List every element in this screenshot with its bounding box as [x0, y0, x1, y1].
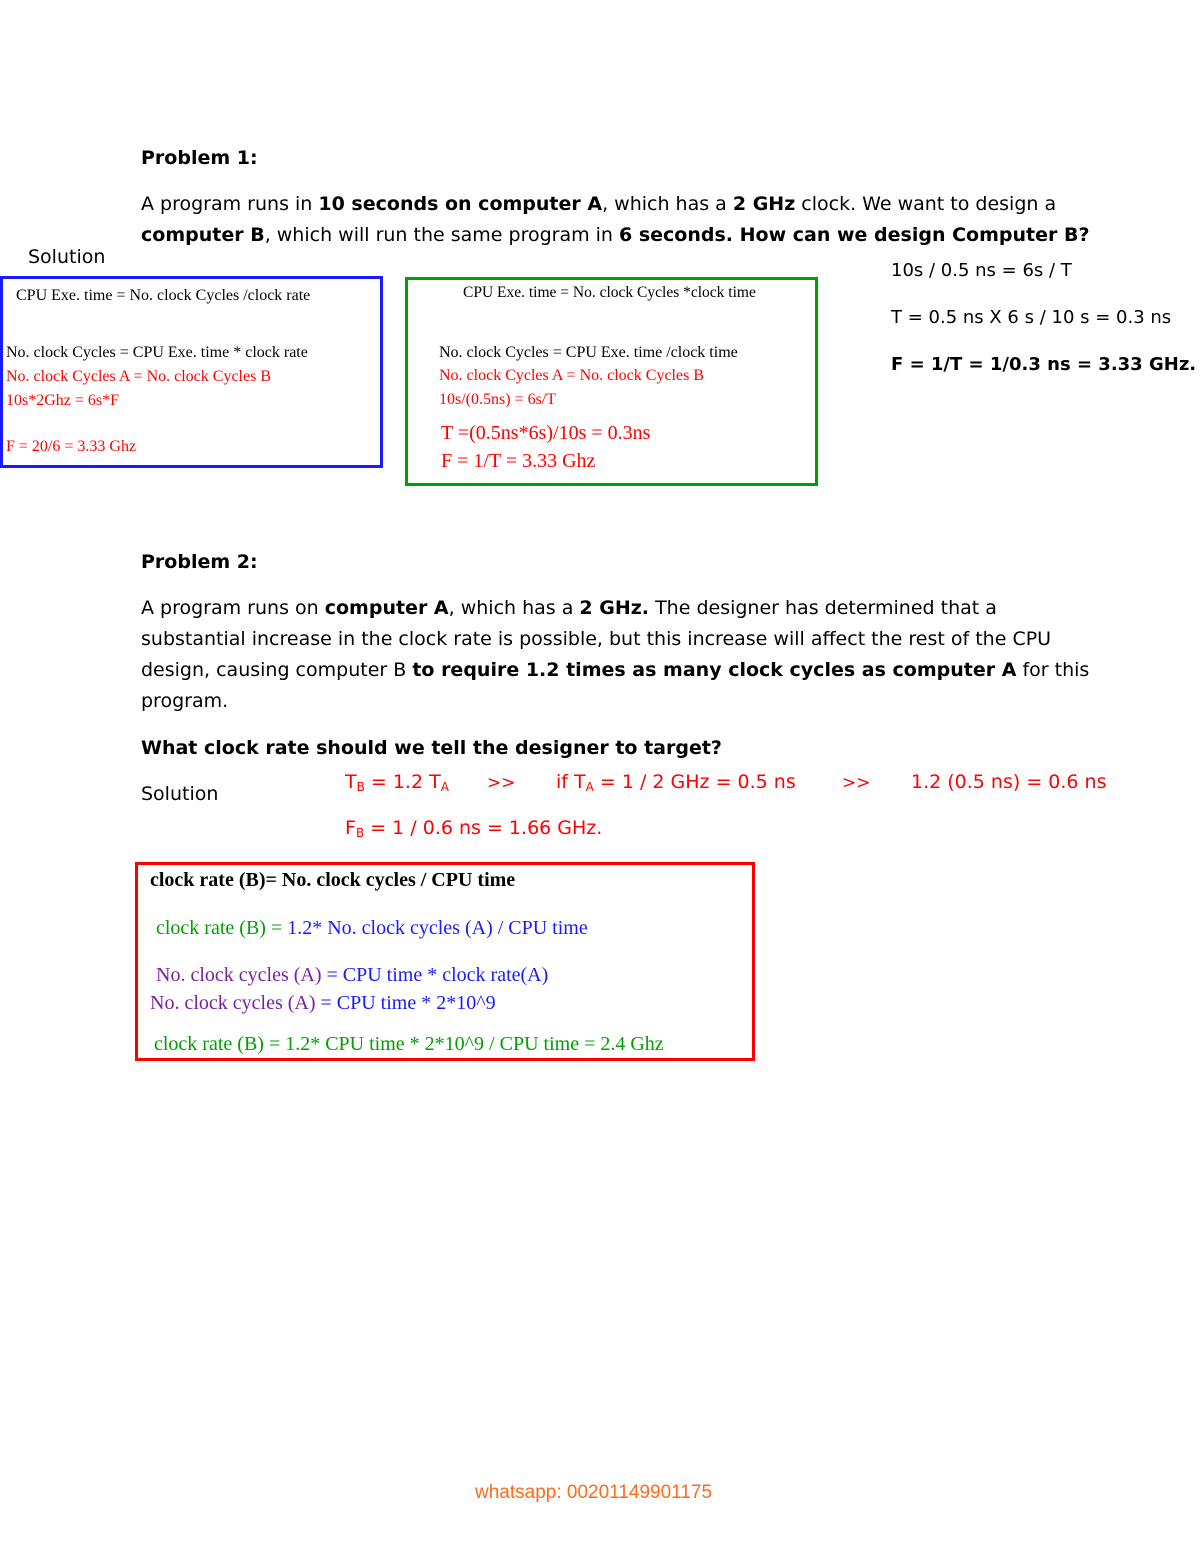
formula-fb: $F_B = 1 / 0.6$ ns = 1.66 GHz.: [345, 817, 603, 840]
red-box-line3: No. clock cycles (A) = CPU time * clock rate(A): [156, 964, 549, 986]
green-box-line6: F = 1/T = 3.33 Ghz: [441, 450, 596, 472]
blue-box-line5: F = 20/6 = 3.33 Ghz: [6, 438, 137, 455]
blue-box-line3: No. clock Cycles A = No. clock Cycles B: [6, 368, 271, 385]
problem2-heading: Problem 2:: [141, 551, 258, 573]
problem1-heading: Problem 1:: [141, 147, 258, 169]
formula-tb: $T_B = 1.2$ $T_A$: [345, 771, 449, 794]
red-box-line1: clock rate (B)= No. clock cycles / CPU time: [150, 869, 516, 891]
problem1-statement-line2: computer B, which will run the same program in 6 seconds. How can we design Computer B?: [141, 224, 1090, 246]
formula-arrow-2: >>: [842, 773, 871, 793]
formula-if-ta: if $T_A = 1 / 2$ GHz = 0.5 ns: [556, 771, 796, 794]
problem2-solution-label: Solution: [141, 783, 219, 805]
red-box-line2: clock rate (B) = 1.2* No. clock cycles (A) / CPU time: [156, 917, 588, 939]
green-solution-box: [405, 277, 818, 486]
formula-arrow-1: >>: [487, 773, 516, 793]
red-solution-box: [135, 862, 755, 1061]
green-box-line1: CPU Exe. time = No. clock Cycles *clock time: [463, 284, 756, 301]
problem1-right-line3: F = 1/T = 1/0.3 ns = 3.33 GHz.: [891, 354, 1197, 375]
problem1-right-line1: 10s / 0.5 ns = 6s / T: [891, 260, 1072, 281]
problem1-statement-line1: A program runs in 10 seconds on computer A, which has a 2 GHz clock. We want to design a: [141, 193, 1057, 215]
blue-box-line1: CPU Exe. time = No. clock Cycles /clock rate: [16, 287, 311, 304]
blue-box-line4: 10s*2Ghz = 6s*F: [6, 392, 120, 409]
red-box-line5: clock rate (B) = 1.2* CPU time * 2*10^9 / CPU time = 2.4 Ghz: [154, 1033, 664, 1055]
green-box-line5: T =(0.5ns*6s)/10s = 0.3ns: [441, 422, 651, 444]
problem1-solution-label: Solution: [28, 246, 106, 268]
green-box-line3: No. clock Cycles A = No. clock Cycles B: [439, 367, 704, 384]
problem2-statement-line3: design, causing computer B to require 1.2 times as many clock cycles as computer A for this: [141, 659, 1090, 681]
blue-box-line2: No. clock Cycles = CPU Exe. time * clock rate: [6, 344, 308, 361]
green-box-line4: 10s/(0.5ns) = 6s/T: [439, 391, 557, 408]
problem2-statement-line1: A program runs on computer A, which has a 2 GHz. The designer has determined that a: [141, 597, 997, 619]
footer-whatsapp-contact: whatsapp: 00201149901175: [475, 1482, 713, 1503]
problem2-statement-line4: program.: [141, 690, 229, 712]
problem2-question: What clock rate should we tell the designer to target?: [141, 737, 722, 759]
problem1-right-line2: T = 0.5 ns X 6 s / 10 s = 0.3 ns: [891, 307, 1172, 328]
formula-result: 1.2 (0.5 ns) = 0.6 ns: [911, 771, 1107, 793]
red-box-line4: No. clock cycles (A) = CPU time * 2*10^9: [150, 992, 496, 1014]
problem2-statement-line2: substantial increase in the clock rate is possible, but this increase will affect the rest of the CPU: [141, 628, 1052, 650]
green-box-line2: No. clock Cycles = CPU Exe. time /clock time: [439, 344, 738, 361]
blue-solution-box: [0, 276, 383, 468]
